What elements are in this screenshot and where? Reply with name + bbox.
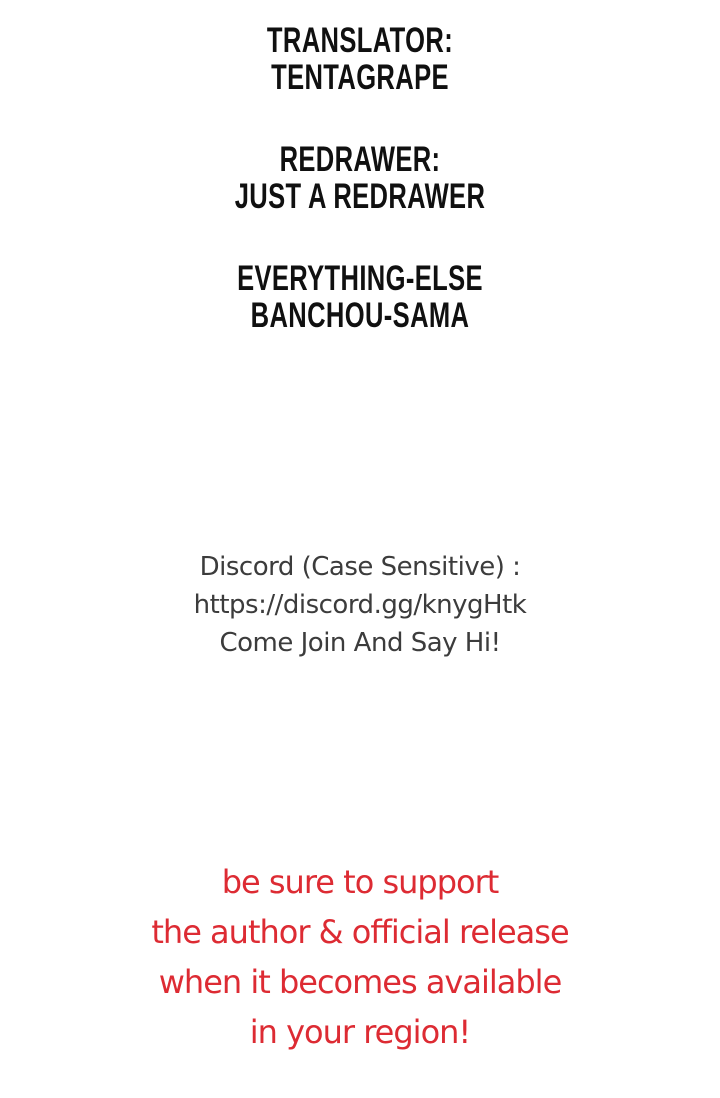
support-line: the author & official release	[151, 913, 569, 951]
credit-group-redrawer	[0, 141, 720, 215]
credit-role: EVERYTHING-ELSE	[237, 259, 483, 298]
credit-name: JUST A REDRAWER	[234, 177, 486, 216]
credit-role: TRANSLATOR:	[266, 21, 454, 60]
discord-invite-message: Come Join And Say Hi!	[219, 628, 501, 658]
support-line: in your region!	[249, 1013, 471, 1051]
credit-name: TENTAGRAPE	[271, 58, 449, 97]
discord-label: Discord (Case Sensitive) :	[199, 552, 521, 582]
support-line: be sure to support	[221, 863, 499, 901]
credits-block	[0, 22, 720, 379]
credit-name: BANCHOU-SAMA	[250, 296, 470, 335]
credit-group-everything-else	[0, 260, 720, 334]
support-note	[0, 857, 720, 1057]
credit-group-translator	[0, 22, 720, 96]
credit-role: REDRAWER:	[279, 140, 441, 179]
support-line: when it becomes available	[158, 963, 562, 1001]
discord-invite-url: https://discord.gg/knygHtk	[193, 590, 527, 620]
discord-block	[0, 548, 720, 662]
